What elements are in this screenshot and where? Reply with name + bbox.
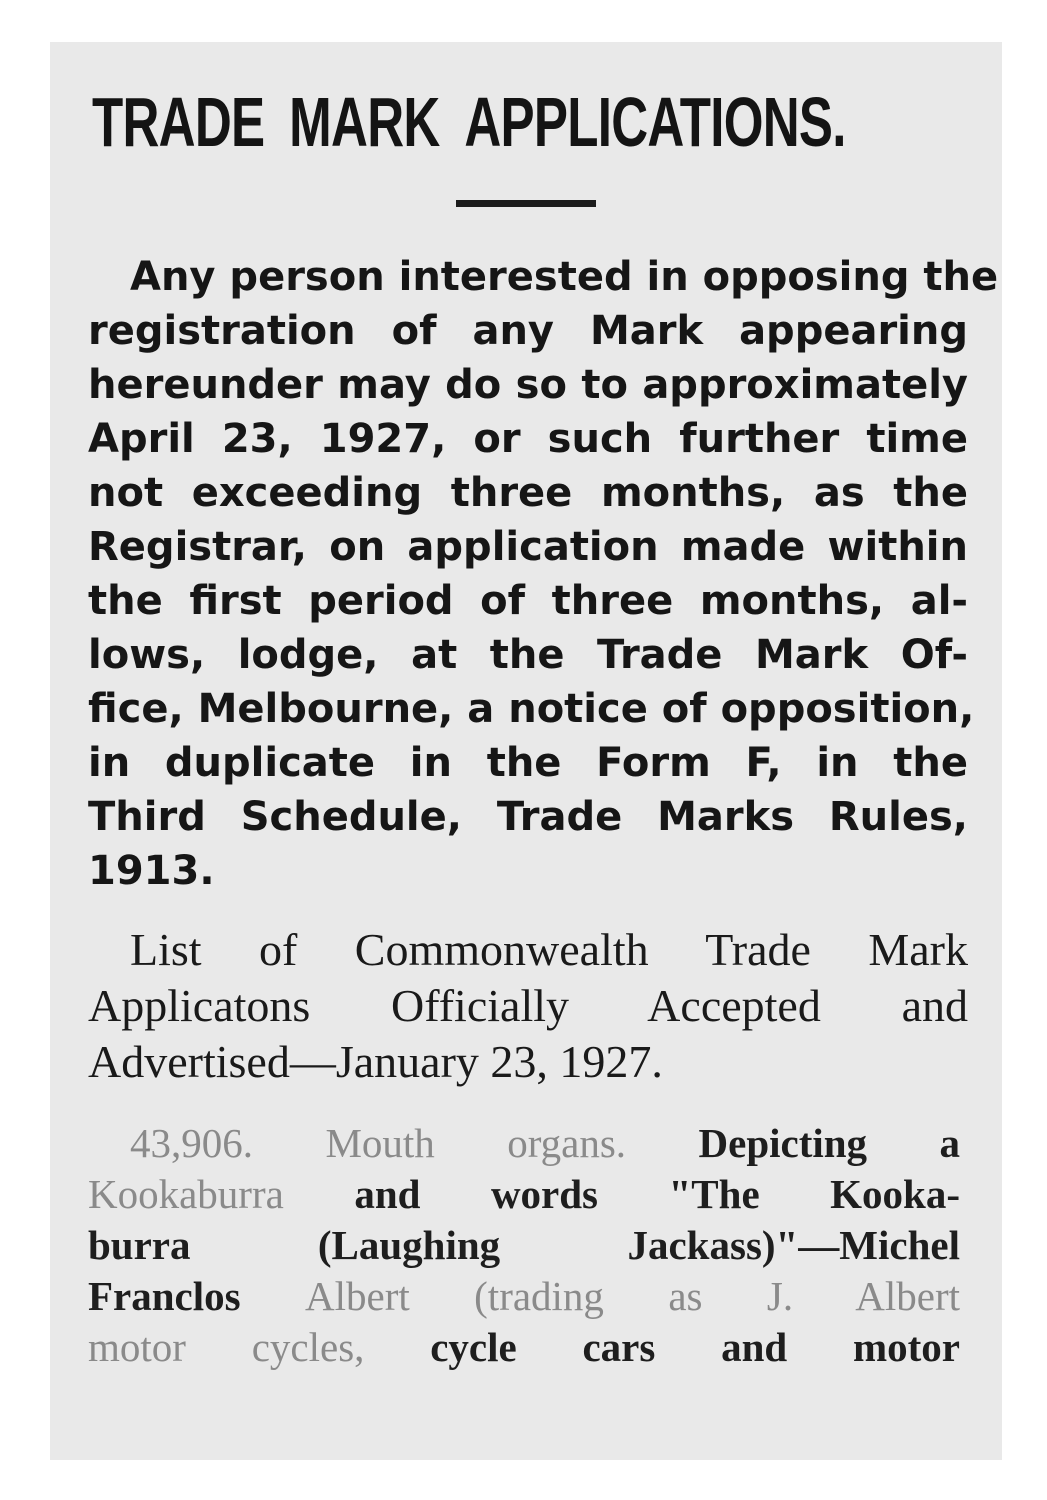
notice-line: hereunder may do so to approximately: [88, 362, 968, 408]
entry-text: Depicting a: [698, 1120, 961, 1166]
entry-text: and words "The Kooka-: [354, 1171, 960, 1217]
list-heading-line: List of Commonwealth Trade Mark: [130, 924, 968, 975]
headline: [92, 72, 846, 172]
headline-word: TRADE: [92, 83, 265, 161]
trade-mark-entry: [88, 1118, 960, 1373]
entry-goods: Mouth organs.: [325, 1120, 627, 1166]
notice-line: in duplicate in the Form F, in the: [88, 740, 968, 786]
entry-text: cycle cars and motor: [430, 1324, 960, 1370]
notice-line: lows, lodge, at the Trade Mark Of-: [88, 632, 968, 678]
notice-line: Third Schedule, Trade Marks Rules,: [88, 794, 968, 840]
notice-line: Registrar, on application made within: [88, 524, 968, 570]
entry-line: [88, 1169, 960, 1220]
divider-rule: [456, 200, 596, 207]
opposition-notice: [88, 250, 999, 898]
notice-line: not exceeding three months, as the: [88, 470, 968, 516]
list-heading: [88, 922, 968, 1090]
list-heading-line: Advertised—January 23, 1927.: [88, 1036, 663, 1087]
entry-line: [88, 1118, 960, 1169]
entry-line: burra (Laughing Jackass)"—Michel: [88, 1222, 960, 1268]
notice-line: the first period of three months, al-: [88, 578, 968, 624]
notice-line: registration of any Mark appearing: [88, 308, 968, 354]
notice-line: Any person interested in opposing the: [130, 254, 999, 300]
entry-applicant: Franclos: [88, 1273, 241, 1319]
entry-text-faint: Albert (trading as J. Albert: [305, 1273, 960, 1319]
entry-text-faint: Kookaburra: [88, 1171, 284, 1217]
entry-line: [88, 1271, 960, 1322]
entry-text-faint: motor cycles,: [88, 1324, 365, 1370]
list-heading-line: Applicatons Officially Accepted and: [88, 980, 968, 1031]
entry-line: [88, 1322, 960, 1373]
notice-line: fice, Melbourne, a notice of opposition,: [88, 686, 975, 732]
headline-word: APPLICATIONS.: [464, 83, 846, 161]
headline-word: MARK: [289, 83, 440, 161]
notice-line: 1913.: [88, 848, 215, 894]
entry-number: 43,906.: [130, 1120, 253, 1166]
notice-line: April 23, 1927, or such further time: [88, 416, 968, 462]
